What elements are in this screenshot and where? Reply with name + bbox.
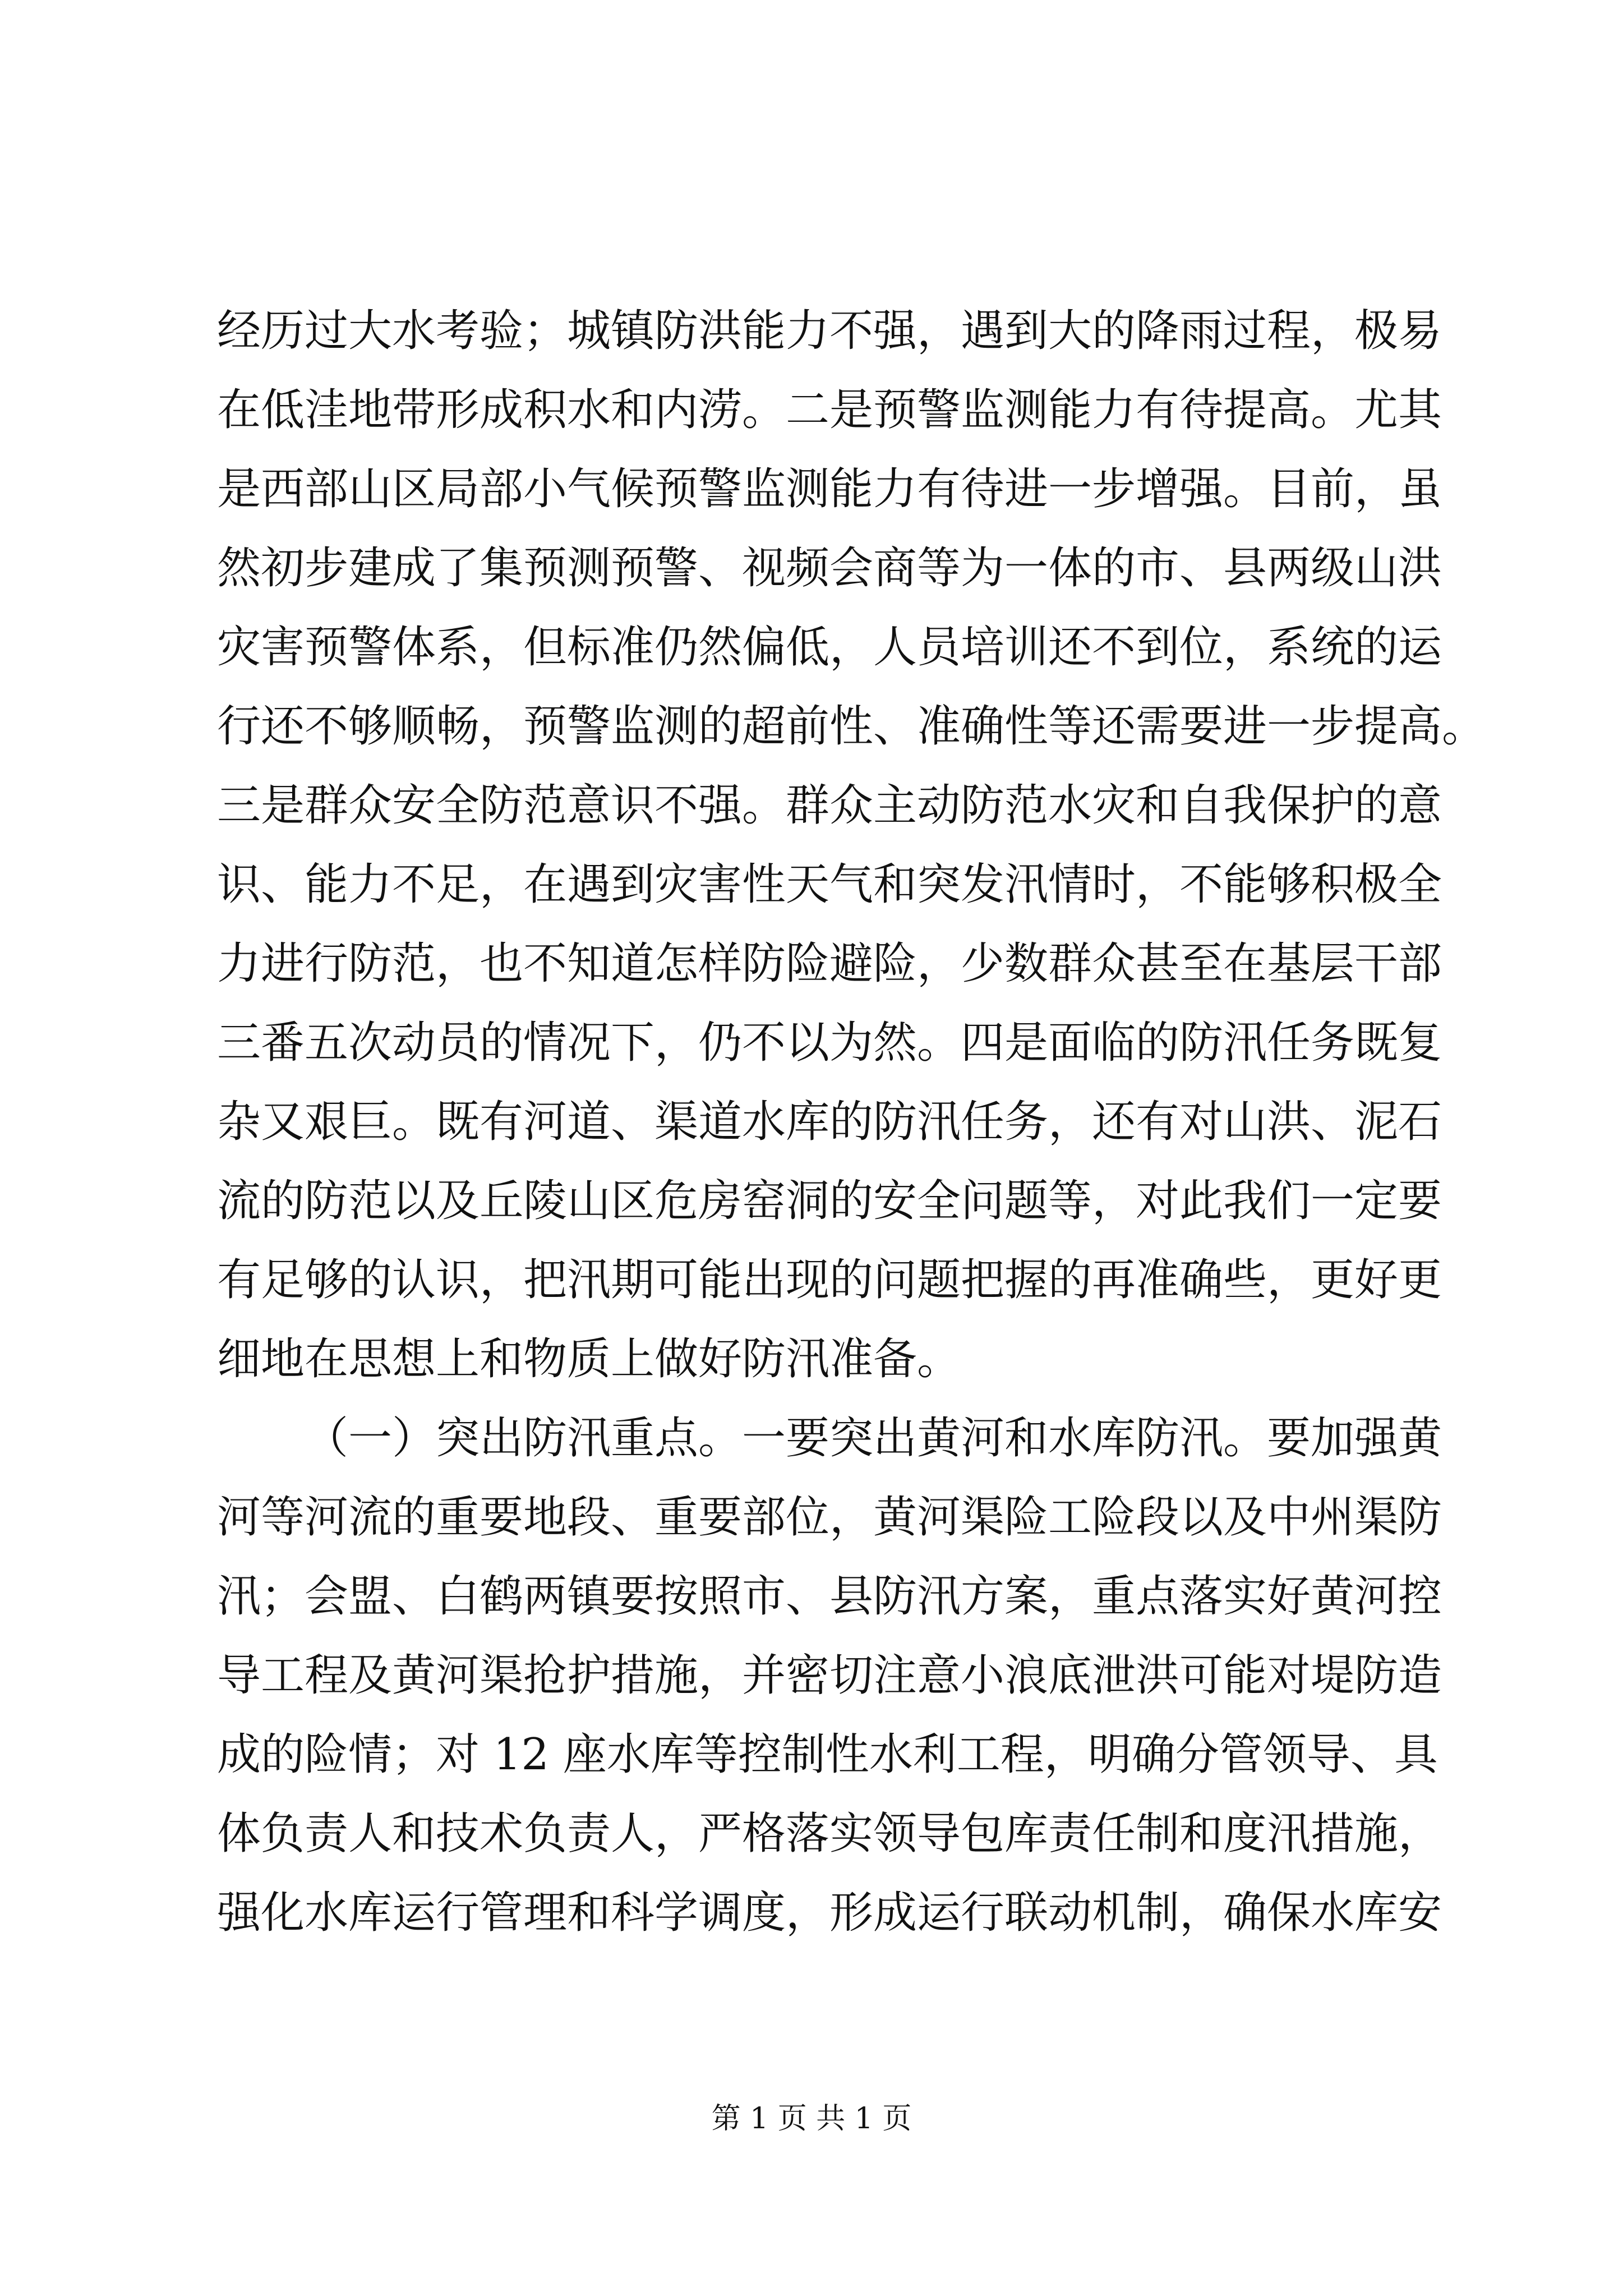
page-number: 第 1 页 共 1 页 [711,2102,912,2136]
paragraph-1 [217,292,1486,1399]
text-line: 有足够的认识，把汛期可能出现的问题把握的再准确些，更好更 [217,1255,1442,1305]
text-line: 河等河流的重要地段、重要部位，黄河渠险工险段以及中州渠防 [217,1492,1442,1543]
text-line: 成的险情；对 12 座水库等控制性水利工程，明确分管领导、具 [217,1729,1438,1780]
text-line: 细地在思想上和物质上做好防汛准备。 [217,1334,961,1384]
text-line: 三番五次动员的情况下，仍不以为然。四是面临的防汛任务既复 [217,1018,1442,1068]
text-line: （一）突出防汛重点。一要突出黄河和水库防汛。要加强黄 [305,1413,1442,1464]
text-line: 力进行防范，也不知道怎样防险避险，少数群众甚至在基层干部 [217,938,1442,989]
text-line: 杂又艰巨。既有河道、渠道水库的防汛任务，还有对山洪、泥石 [217,1097,1442,1147]
text-line: 体负责人和技术负责人，严格落实领导包库责任制和度汛措施， [217,1809,1442,1859]
text-line: 汛；会盟、白鹤两镇要按照市、县防汛方案，重点落实好黄河控 [217,1571,1442,1622]
text-line: 在低洼地带形成积水和内涝。二是预警监测能力有待提高。尤其 [217,385,1442,435]
text-line: 经历过大水考验；城镇防洪能力不强，遇到大的降雨过程，极易 [217,306,1442,356]
text-line: 然初步建成了集预测预警、视频会商等为一体的市、县两级山洪 [217,543,1442,593]
text-line: 灾害预警体系，但标准仍然偏低，人员培训还不到位，系统的运 [217,622,1442,673]
text-line: 强化水库运行管理和科学调度，形成运行联动机制，确保水库安 [217,1888,1442,1938]
text-line: 导工程及黄河渠抢护措施，并密切注意小浪底泄洪可能对堤防造 [217,1650,1442,1701]
text-line: 行还不够顺畅，预警监测的超前性、准确性等还需要进一步提高。 [217,701,1486,752]
text-line: 三是群众安全防范意识不强。群众主动防范水灾和自我保护的意 [217,780,1442,831]
text-line: 流的防范以及丘陵山区危房窑洞的安全问题等，对此我们一定要 [217,1176,1442,1226]
text-line: 是西部山区局部小气候预警监测能力有待进一步增强。目前，虽 [217,464,1442,514]
page-footer [0,2099,1623,2138]
body-text [217,292,1486,1953]
text-line: 识、能力不足，在遇到灾害性天气和突发汛情时，不能够积极全 [217,859,1442,910]
paragraph-2 [217,1399,1442,1953]
